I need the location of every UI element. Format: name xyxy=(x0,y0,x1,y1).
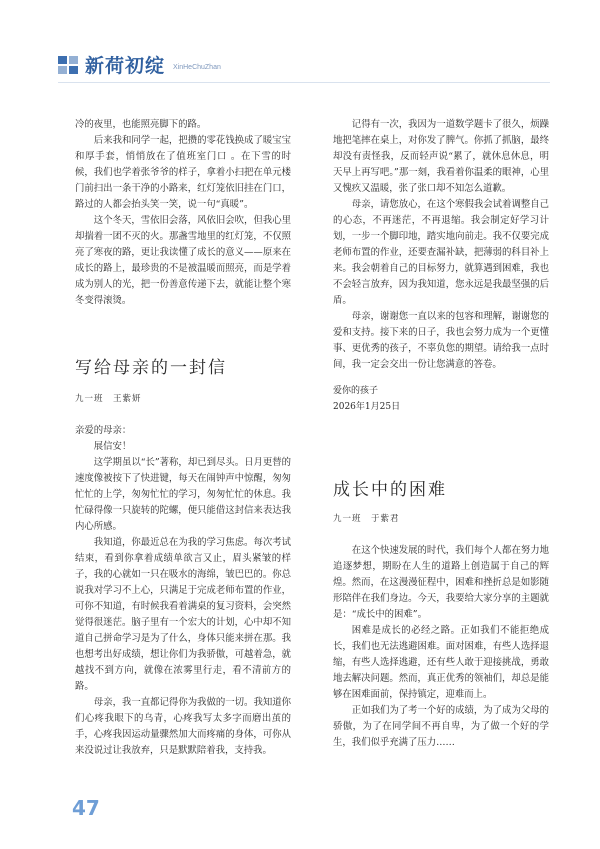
header-divider xyxy=(58,82,550,83)
column-header xyxy=(58,54,578,78)
letter-greeting: 亲爱的母亲： xyxy=(75,425,132,436)
left-column xyxy=(75,117,291,759)
paragraph: 母亲，谢谢您一直以来的包容和理解，谢谢您的爱和支持。接下来的日子，我也会努力成为一个更懂事、更优秀的孩子，不辜负您的期望。请给我一点时间，我一定会交出一份让您满意的答卷。 xyxy=(333,311,549,370)
letter-date: 2026年1月25日 xyxy=(333,402,401,412)
column-title: 新荷初绽 xyxy=(85,55,166,77)
right-column xyxy=(333,117,549,751)
page-number: 47 xyxy=(72,796,100,820)
article-title-letter: 写给母亲的一封信 xyxy=(75,358,227,378)
paragraph: 这学期虽以“长”著称，却已到尽头。日月更替的速度像被按下了快进键，每天在闹钟声中惊醒，匆匆忙忙的上学，匆匆忙忙的学习，匆匆忙忙的休息。我忙碌得像一只旋转的陀螺，便只能借这封信来表达我内心所感。 xyxy=(75,457,291,532)
paragraph: 这个冬天，雪依旧会落，风依旧会吹，但我心里却揣着一团不灭的火。那盏雪地里的红灯笼，不仅照亮了寒夜的路，更让我读懂了成长的意义——原来在成长的路上，最珍贵的不是被温暖而照亮，而是学着成为别人的光，把一份善意传递下去，就能让整个寒冬变得滚烫。 xyxy=(75,215,291,306)
paragraph-continued: 冷的夜里，也能照亮脚下的路。 xyxy=(75,119,207,130)
column-logo-icon xyxy=(58,56,80,76)
column-subtitle: XinHeChuZhan xyxy=(173,64,221,71)
article-byline: 九一班 于紫君 xyxy=(333,514,400,524)
paragraph: 记得有一次，我因为一道数学题卡了很久，烦躁地把笔摔在桌上，对你发了脾气。你抓了抓脑，最终却没有责怪我，反而轻声说“累了，就休息休息，明天早上再写吧。”那一刻，我看着你温柔的眼神，心里又愧疚又温暖，张了张口却不知怎么道歉。 xyxy=(333,119,549,194)
paragraph: 在这个快速发展的时代，我们每个人都在努力地追逐梦想，期盼在人生的道路上创造属于自己的辉煌。然而，在这漫漫征程中，困难和挫折总是如影随形陪伴在我们身边。今天，我要给大家分享的主题就是：“成长中的困难”。 xyxy=(333,545,549,620)
paragraph: 母亲，我一直都记得你为我做的一切。我知道你们心疼我眼下的乌青，心疼我写太多字而磨出茧的手，心疼我因运动量骤然加大而疼痛的身体，可你从来没说过让我放弃，只是默默陪着我，支持我。 xyxy=(75,697,291,756)
paragraph: 母亲，请您放心，在这个寒假我会试着调整自己的心态，不再迷茫，不再退缩。我会制定好学习计划，一步一个脚印地，踏实地向前走。我不仅要完成老师布置的作业，还要查漏补缺，把薄弱的科目补上来。我会朝着自己的目标努力，就算遇到困难，我也不会轻言放弃，因为我知道，您永远是我最坚强的后盾。 xyxy=(333,199,549,306)
paragraph: 后来我和同学一起，把攒的零花钱换成了暖宝宝和厚手套，悄悄放在了值班室门口 。在下雪的时候，我们也学着张爷爷的样子，拿着小扫把在单元楼门前扫出一条干净的小路来，红灯笼依旧挂在门口，路过的人都会抬头笑一笑，说一句“真暖”。 xyxy=(75,135,291,210)
letter-salutation: 展信安！ xyxy=(93,441,132,452)
article-byline: 九一班 王紫妍 xyxy=(75,394,142,404)
paragraph: 困难是成长的必经之路。正如我们不能拒绝成长，我们也无法逃避困难。面对困难，有些人选择退缩，有些人选择逃避，还有些人敢于迎接挑战，勇敢地去解决问题。然而，真正优秀的领袖们，却总是能够在困难面前，保持镇定，迎难而上。 xyxy=(333,625,549,700)
paragraph: 我知道，你最近总在为我的学习焦虑。每次考试结束，看到你拿着成绩单欲言又止，眉头紧皱的样子，我的心就如一只在吸水的海绵，皱巴巴的。你总说我对学习不上心，只满足于完成老师布置的作业，可你不知道，有时候我看着满桌的复习资料，会突然觉得很迷茫。脑子里有一个宏大的计划，心中却不知道自己拼命学习是为了什么，身体只能来拼在那。我也想考出好成绩，想让你们为我骄傲，可越着急，就越找不到方向，就像在浓雾里行走，看不清前方的路。 xyxy=(75,537,291,692)
letter-signature: 爱你的孩子 xyxy=(333,386,379,396)
paragraph: 正如我们为了考一个好的成绩，为了成为父母的骄傲，为了在同学间不再自卑，为了做一个好的学生，我们似乎充满了压力…… xyxy=(333,705,549,748)
article-title-essay: 成长中的困难 xyxy=(333,480,447,500)
